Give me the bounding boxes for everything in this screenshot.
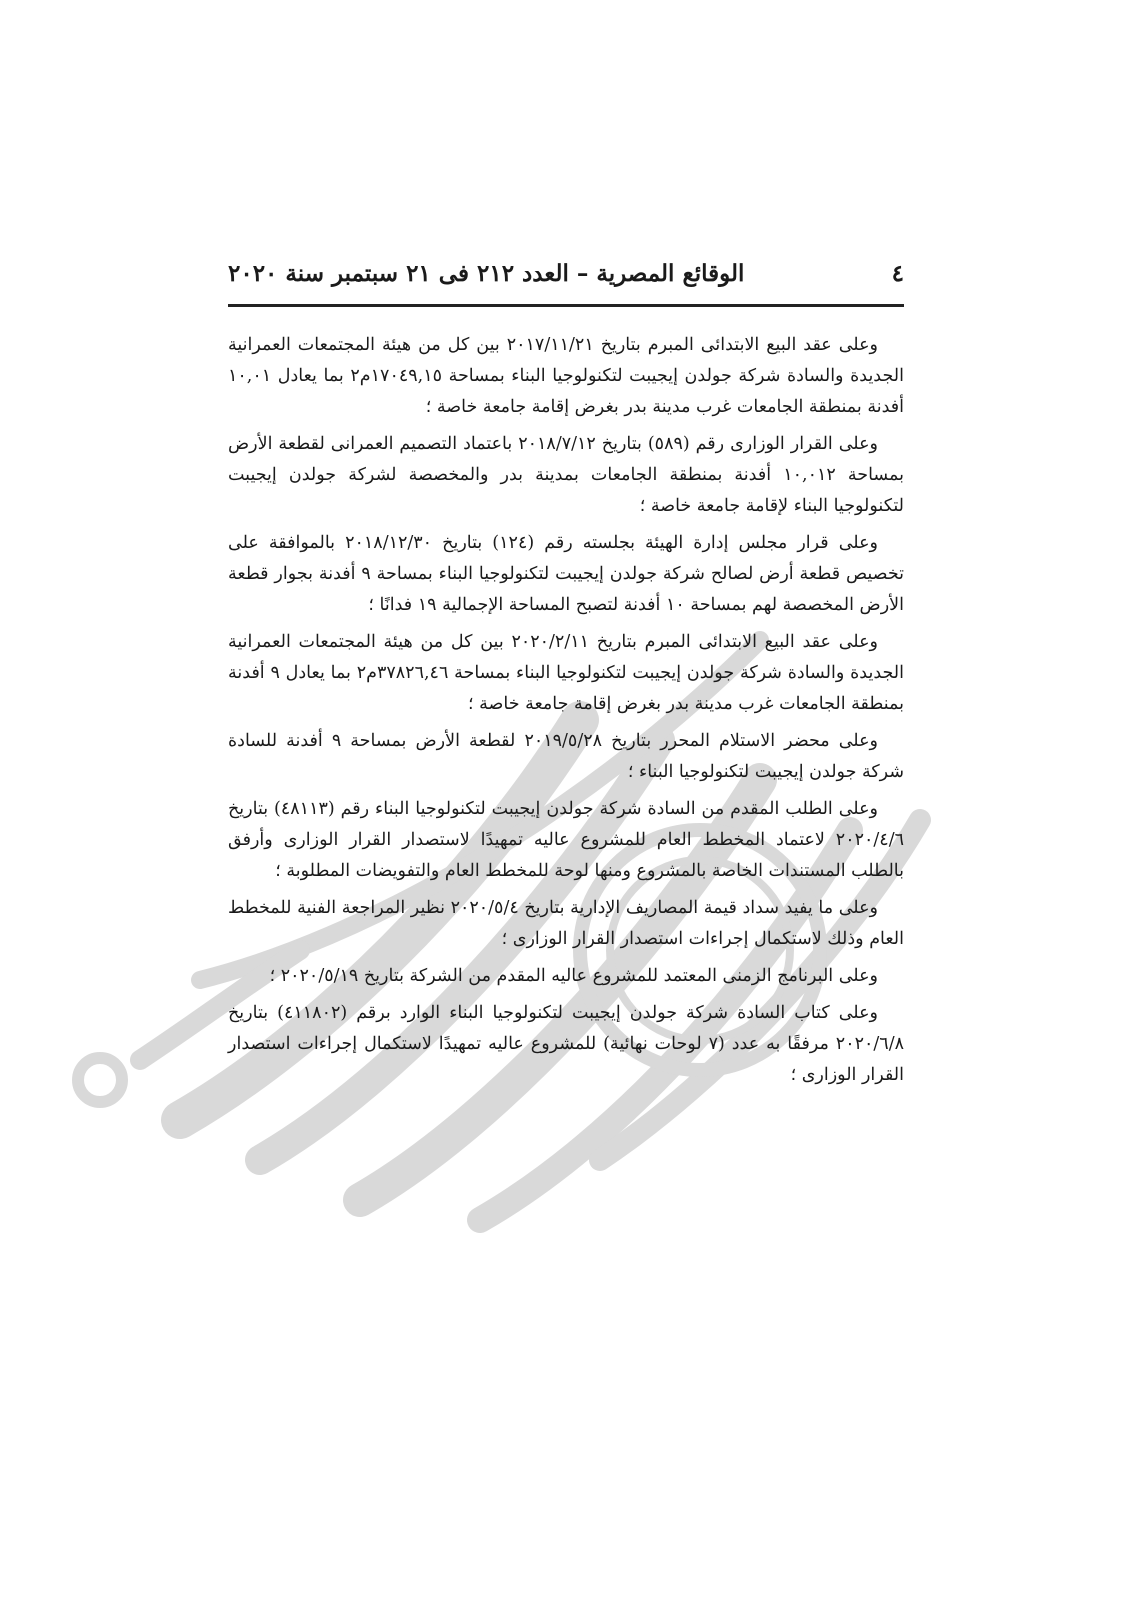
paragraph: وعلى كتاب السادة شركة جولدن إيجيبت لتكنولوجيا البناء الوارد برقم (٤١١٨٠٢) بتاريخ ٢٠٢٠/٦/٨ مرفقًا به عدد (٧ لوحات نهائية) للمشروع عاليه تمهيدًا لاستكمال إجراءات استصدار القرار الوزارى ؛ (228, 1003, 904, 1085)
paragraph: وعلى محضر الاستلام المحرر بتاريخ ٢٠١٩/٥/٢٨ لقطعة الأرض بمساحة ٩ أفدنة للسادة شركة جولدن إيجيبت لتكنولوجيا البناء ؛ (228, 731, 904, 782)
page-header (228, 252, 904, 294)
paragraph: وعلى عقد البيع الابتدائى المبرم بتاريخ ٢٠٢٠/٢/١١ بين كل من هيئة المجتمعات العمرانية الجديدة والسادة شركة جولدن إيجيبت لتكنولوجيا البناء بمساحة ٣٧٨٢٦,٤٦م٢ بما يعادل ٩ أفدنة بمنطقة الجامعات غرب مدينة بدر بغرض إقامة جامعة خاصة ؛ (228, 632, 905, 714)
page-number: ٤ (891, 259, 904, 287)
header-divider (228, 304, 904, 307)
paragraph: وعلى القرار الوزارى رقم (٥٨٩) بتاريخ ٢٠١٨/٧/١٢ باعتماد التصميم العمرانى لقطعة الأرض بمساحة ١٠,٠١٢ أفدنة بمنطقة الجامعات بمدينة بدر والمخصصة لشركة جولدن إيجيبت لتكنولوجيا البناء لإقامة جامعة خاصة ؛ (228, 434, 904, 516)
header-title: الوقائع المصرية – العدد ٢١٢ فى ٢١ سبتمبر سنة ٢٠٢٠ (228, 259, 745, 287)
paragraph: وعلى قرار مجلس إدارة الهيئة بجلسته رقم (١٢٤) بتاريخ ٢٠١٨/١٢/٣٠ بالموافقة على تخصيص قطعة أرض لصالح شركة جولدن إيجيبت لتكنولوجيا البناء بمساحة ٩ أفدنة بجوار قطعة الأرض المخصصة لهم بمساحة ١٠ أفدنة لتصبح المساحة الإجمالية ١٩ فدانًا ؛ (228, 533, 905, 615)
paragraph: وعلى الطلب المقدم من السادة شركة جولدن إيجيبت لتكنولوجيا البناء رقم (٤٨١١٣) بتاريخ ٢٠٢٠/٤/٦ لاعتماد المخطط العام للمشروع عاليه تمهيدًا لاستصدار القرار الوزارى وأرفق بالطلب المستندات الخاصة بالمشروع ومنها لوحة للمخطط العام والتفويضات المطلوبة ؛ (228, 799, 904, 881)
paragraph: وعلى ما يفيد سداد قيمة المصاريف الإدارية بتاريخ ٢٠٢٠/٥/٤ نظير المراجعة الفنية للمخطط العام وذلك لاستكمال إجراءات استصدار القرار الوزارى ؛ (228, 898, 904, 949)
paragraph: وعلى عقد البيع الابتدائى المبرم بتاريخ ٢٠١٧/١١/٢١ بين كل من هيئة المجتمعات العمرانية الجديدة والسادة شركة جولدن إيجيبت لتكنولوجيا البناء بمساحة ١٧٠٤٩,١٥م٢ بما يعادل ١٠,٠١ أفدنة بمنطقة الجامعات غرب مدينة بدر بغرض إقامة جامعة خاصة ؛ (228, 335, 904, 417)
paragraph: وعلى البرنامج الزمنى المعتمد للمشروع عاليه المقدم من الشركة بتاريخ ٢٠٢٠/٥/١٩ ؛ (269, 966, 878, 986)
body-text (228, 330, 904, 1097)
